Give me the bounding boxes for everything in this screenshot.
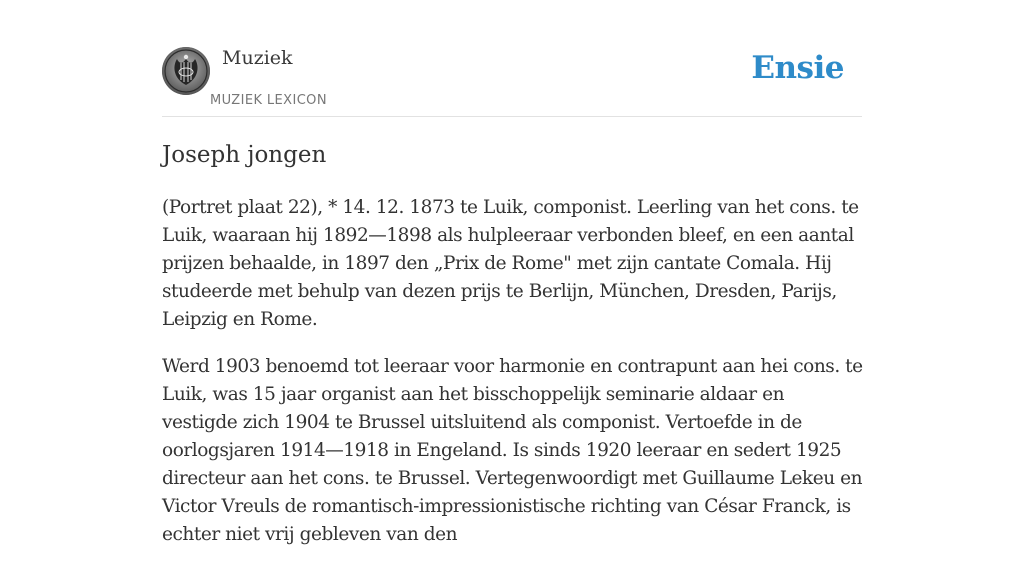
article [162,140,864,568]
page-title: Joseph jongen [162,142,327,168]
site-header [162,44,862,117]
article-paragraph-2: Werd 1903 benoemd tot leeraar voor harmonie en contrapunt aan hei cons. te Luik, was 15 jaar organist aan het bisschoppelijk seminarie aldaar en vestigde zich 1904 te Brussel uitsluitend als componist. Vertoefde in de oorlogsjaren 1914—1918 in Engeland. Is sinds 1920 leeraar en sedert 1925 directeur aan het cons. te Brussel. Vertegenwoordigt met Guillaume Lekeu en Victor Vreuls de romantisch-impressionistische richting van César Franck, is echter niet vrij gebleven van den [162,356,863,545]
site-title[interactable]: Muziek [222,47,293,69]
lyre-emblem-icon[interactable] [162,47,210,95]
brand-logo[interactable]: Ensie [751,50,844,86]
site-subtitle[interactable]: MUZIEK LEXICON [210,93,327,108]
article-paragraph-1: (Portret plaat 22), * 14. 12. 1873 te Luik, componist. Leerling van het cons. te Luik, waaraan hij 1892—1898 als hulpleeraar verbonden bleef, en een aantal prijzen behaalde, in 1897 den „Prix de Rome" met zijn cantate Comala. Hij studeerde met behulp van dezen prijs te Berlijn, München, Dresden, Parijs, Leipzig en Rome. [162,197,859,330]
